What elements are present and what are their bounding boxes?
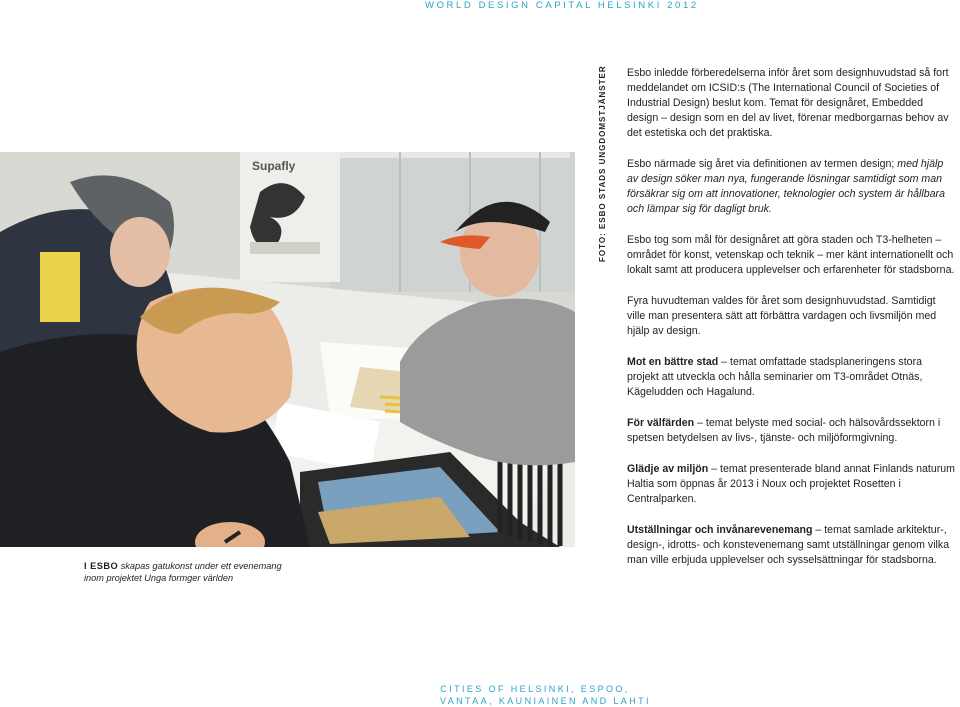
theme-text: – temat samlade arkitektur-, design-, idrotts- och konstevenemang samt utställningar genom vilka man ville erbjuda upplevelser och sysselsättningar för stadsborna. — [627, 524, 950, 566]
caption-lead: I ESBO — [84, 561, 119, 571]
theme-paragraph — [627, 416, 955, 446]
running-footer — [440, 683, 651, 707]
theme-paragraph — [627, 523, 955, 568]
theme-title: Utställningar och invånarevenemang — [627, 524, 813, 536]
poster-text: Supafly — [252, 159, 296, 173]
theme-title: För välfärden — [627, 417, 695, 429]
article-photo — [0, 152, 575, 547]
theme-title: Glädje av miljön — [627, 463, 709, 475]
photo-credit — [586, 65, 607, 547]
definition-lead: Esbo närmade sig året via definitionen av termen design; — [627, 158, 898, 170]
theme-text: – temat presenterade bland annat Finlands naturum Haltia som öppnas år 2013 i Noux och projektet Rosetten i Centralparken. — [627, 463, 956, 505]
themes-intro-paragraph: Fyra huvudteman valdes för året som designhuvudstad. Samtidigt ville man presentera sätt att förbättra vardagen och livsmiljön med hjälp av design. — [627, 295, 937, 337]
footer-line-2: VANTAA, KAUNIAINEN AND LAHTI — [440, 696, 651, 706]
theme-paragraph — [627, 355, 955, 400]
theme-text: – temat belyste med social- och hälsovårdssektorn i spetsen betydelsen av livs-, tjänste- och miljöformgivning. — [627, 417, 941, 444]
definition-italic: med hjälp av design söker man nya, fungerande lösningar samtidigt som man försäkrar sig om att innovationer, teknologier och system är hållbara och lämpar sig för dagligt bruk. — [627, 158, 945, 215]
intro-paragraph: Esbo inledde förberedelserna inför året som designhuvudstad så fort meddelandet om ICSID:s (The International Council of Societies of Industrial Design) beslut kom. Temat för designåret, Embedded design – design som en del av livet, förenar medborgarnas behov av det estetiska och det praktiska. — [627, 67, 949, 139]
theme-paragraph — [627, 462, 955, 507]
photo-caption — [84, 560, 284, 584]
photo-credit-text: FOTO: ESBO STADS UNGDOMSTJÄNSTER — [598, 65, 607, 262]
definition-paragraph — [627, 157, 955, 217]
running-header: WORLD DESIGN CAPITAL HELSINKI 2012 — [425, 0, 699, 11]
theme-title: Mot en bättre stad — [627, 356, 719, 368]
theme-text: – temat omfattade stadsplaneringens stora projekt att utveckla och hålla seminarier om T3-området Otnäs, Kägeludden och Hagalund. — [627, 356, 923, 398]
goal-paragraph: Esbo tog som mål för designåret att göra staden och T3-helheten – området för konst, vetenskap och teknik – mer känt internationellt och lokalt samt att producera upplevelser och erfarenheter för stadsborna. — [627, 234, 955, 276]
caption-text: skapas gatukonst under ett evenemang inom projektet Unga formger världen — [84, 561, 282, 583]
footer-line-1: CITIES OF HELSINKI, ESPOO, — [440, 684, 630, 694]
article-body — [627, 66, 955, 584]
